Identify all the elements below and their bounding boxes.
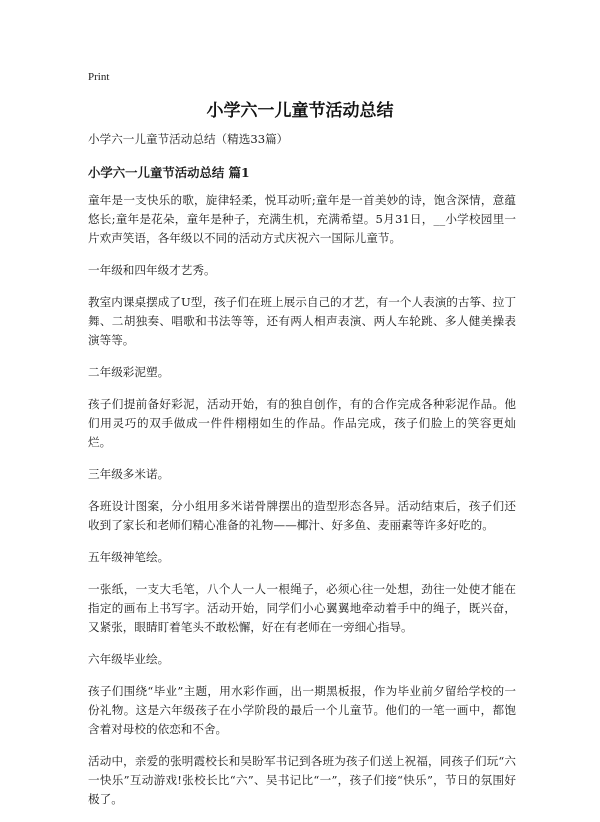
paragraph: 二年级彩泥塑。 bbox=[88, 365, 170, 379]
paragraph: 孩子们提前备好彩泥，活动开始，有的独自创作，有的合作完成各种彩泥作品。他们用灵巧的双手做成一件件栩栩如生的作品。作品完成，孩子们脸上的笑容更灿烂。 bbox=[88, 397, 516, 449]
paragraph: 活动中，亲爱的张明霞校长和吴盼军书记到各班为孩子们送上祝福，同孩子们玩“六一快乐”互动游戏!张校长比“六”、吴书记比“一”，孩子们接“快乐”，节日的氛围好极了。 bbox=[88, 754, 516, 806]
document-subtitle: 小学六一儿童节活动总结（精选33篇） bbox=[88, 132, 289, 146]
paragraph: 三年级多米诺。 bbox=[88, 467, 170, 481]
paragraph: 各班设计图案，分小组用多米诺骨牌摆出的造型形态各异。活动结束后，孩子们还收到了家长和老师们精心准备的礼物——椰汁、好多鱼、麦丽素等许多好吃的。 bbox=[88, 499, 516, 532]
paragraph: 六年级毕业绘。 bbox=[88, 652, 170, 666]
paragraph: 一张纸，一支大毛笔，八个人一人一根绳子，必须心往一处想，劲往一处使才能在指定的画布上书写字。活动开始，同学们小心翼翼地牵动着手中的绳子，既兴奋，又紧张，眼睛盯着笔头不敢松懈，好在有老师在一旁细心指导。 bbox=[88, 582, 516, 634]
paragraph: 孩子们围绕“毕业”主题，用水彩作画，出一期黑板报，作为毕业前夕留给学校的一份礼物。这是六年级孩子在小学阶段的最后一个儿童节。他们的一笔一画中，都饱含着对母校的依恋和不舍。 bbox=[88, 684, 516, 736]
paragraph: 五年级神笔绘。 bbox=[88, 550, 170, 564]
section-heading: 小学六一儿童节活动总结 篇1 bbox=[88, 165, 250, 180]
document-body bbox=[88, 130, 516, 822]
paragraph: 一年级和四年级才艺秀。 bbox=[88, 263, 216, 277]
document-title: 小学六一儿童节活动总结 bbox=[206, 101, 394, 121]
paragraph: 童年是一支快乐的歌，旋律轻柔，悦耳动听;童年是一首美妙的诗，饱含深情，意蕴悠长;童年是花朵，童年是种子，充满生机，充满希望。5月31日，__小学校园里一片欢声笑语，各年级以不同的活动方式庆祝六一国际儿童节。 bbox=[88, 193, 516, 245]
paragraph: 教室内课桌摆成了U型，孩子们在班上展示自己的才艺，有一个人表演的古筝、拉丁舞、二胡独奏、唱歌和书法等等，还有两人相声表演、两人车轮跳、多人健美操表演等等。 bbox=[88, 295, 516, 347]
print-label: Print bbox=[88, 71, 110, 83]
